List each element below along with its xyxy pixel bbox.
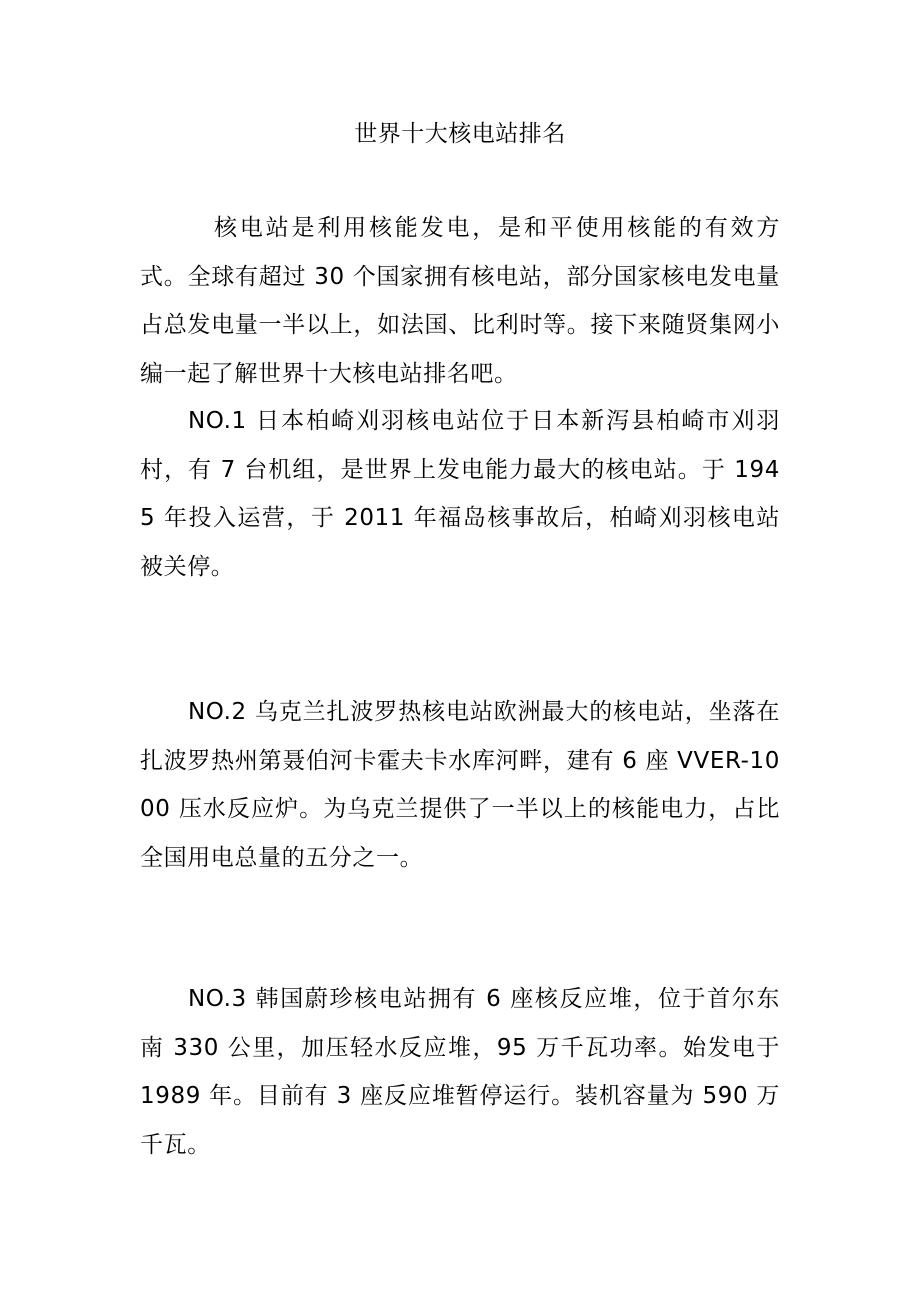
document-title: 世界十大核电站排名	[354, 121, 566, 147]
entry-paragraph-no1: NO.1 日本柏崎刈羽核电站位于日本新泻县柏崎市刈羽村，有 7 台机组，是世界上发电能力最大的核电站。于 1945 年投入运营，于 2011 年福岛核事故后，柏崎刈羽核电站被关停。	[140, 408, 780, 580]
intro-paragraph: 核电站是利用核能发电，是和平使用核能的有效方式。全球有超过 30 个国家拥有核电站，部分国家核电发电量占总发电量一半以上，如法国、比利时等。接下来随贤集网小编一起了解世界十大核电站排名吧。	[140, 215, 780, 387]
entry-paragraph-no3: NO.3 韩国蔚珍核电站拥有 6 座核反应堆，位于首尔东南 330 公里，加压轻水反应堆，95 万千瓦功率。始发电于 1989 年。目前有 3 座反应堆暂停运行。装机容量为 590 万千瓦。	[140, 986, 780, 1158]
entry-paragraph-no2: NO.2 乌克兰扎波罗热核电站欧洲最大的核电站，坐落在扎波罗热州第聂伯河卡霍夫卡水库河畔，建有 6 座 VVER-1000 压水反应炉。为乌克兰提供了一半以上的核能电力，占比全国用电总量的五分之一。	[140, 699, 780, 871]
